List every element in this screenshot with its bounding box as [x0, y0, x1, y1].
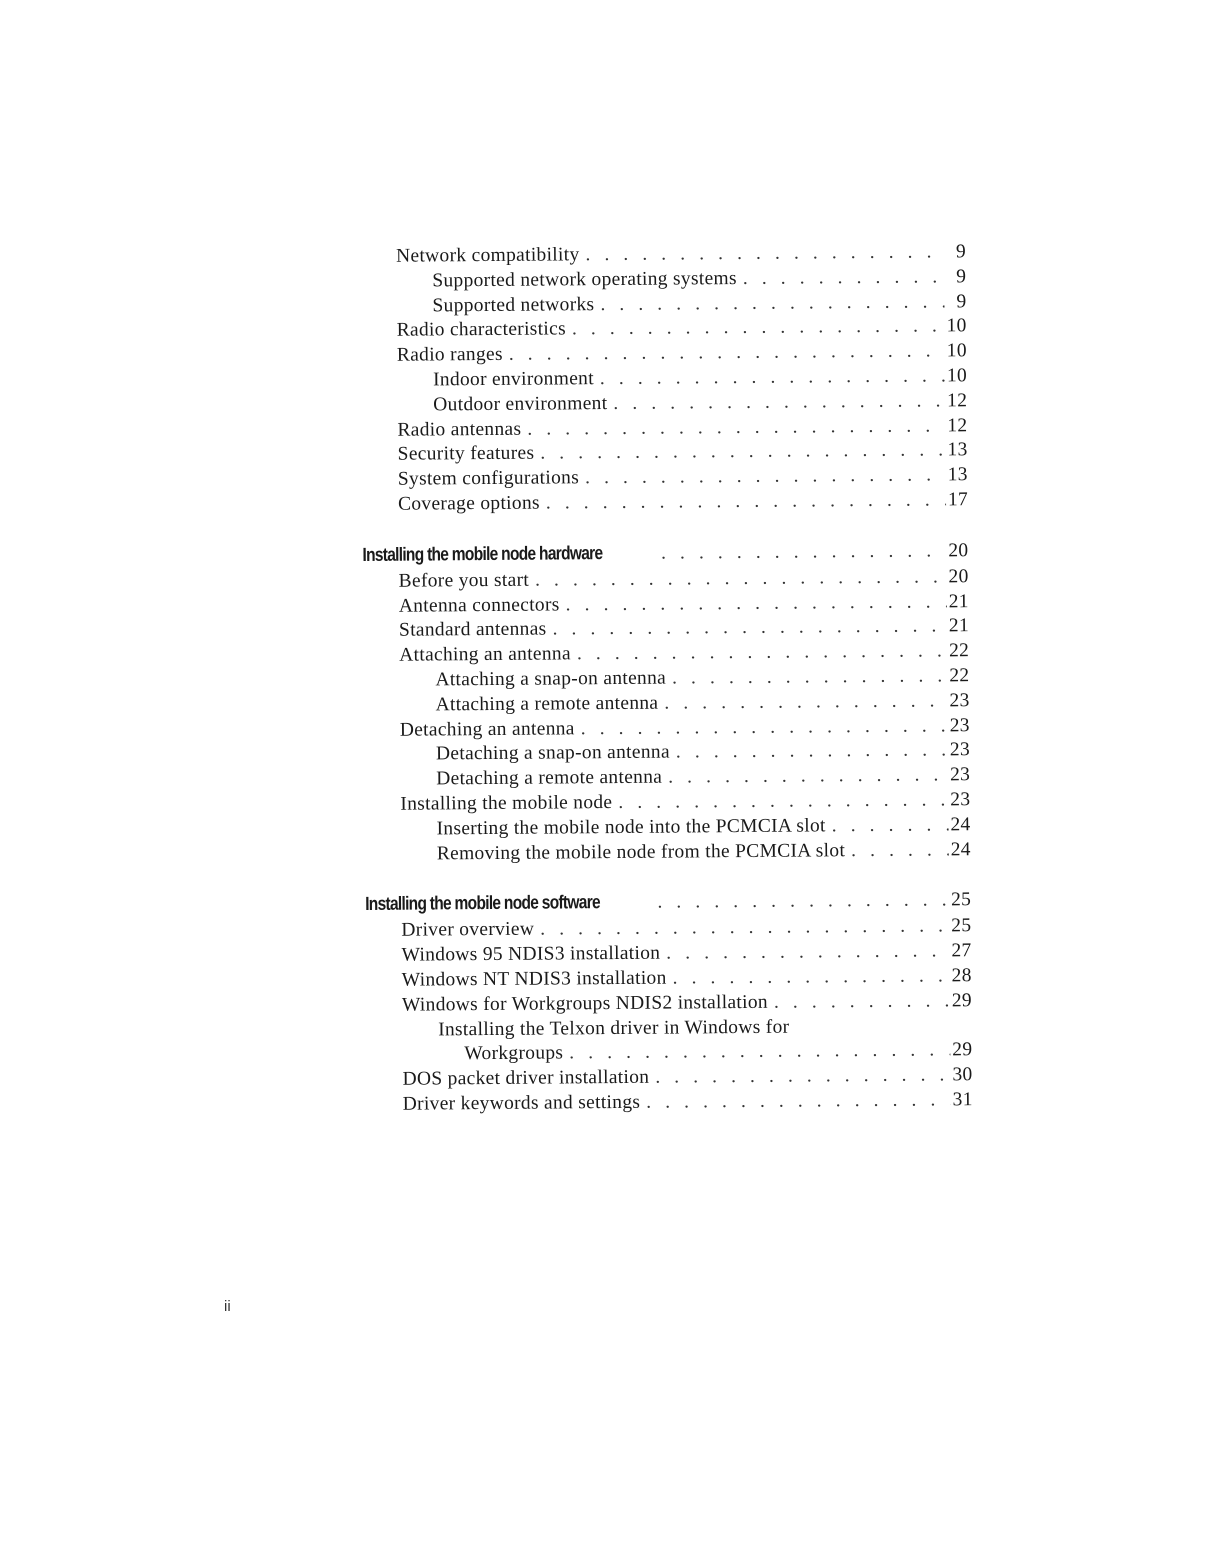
toc-entry[interactable]: Windows NT NDIS3 installation . . . 28 [366, 965, 972, 995]
toc-entry[interactable]: DOS packet driver installation . . . 30 [366, 1064, 972, 1094]
toc-entry[interactable]: Coverage options . . . 17 [362, 489, 968, 519]
toc-section-hardware [362, 540, 971, 868]
toc-entry[interactable]: Detaching an antenna . . . 23 [364, 715, 970, 745]
toc-entry[interactable]: Supported networks . . . 9 [360, 291, 966, 321]
toc-entry[interactable]: Windows for Workgroups NDIS2 installation . . . 29 [366, 990, 972, 1020]
toc-entry[interactable]: Attaching a remote antenna . . . 23 [364, 690, 970, 720]
toc-entry[interactable]: Radio characteristics . . . 10 [361, 316, 967, 346]
chapter-title: Installing the mobile node software [365, 892, 600, 916]
toc-entry[interactable]: Supported network operating systems . . . 9 [360, 266, 966, 296]
toc-entry[interactable]: Driver overview . . . 25 [365, 916, 971, 946]
table-of-contents [360, 241, 973, 1144]
toc-entry[interactable]: Driver keywords and settings . . . 31 [367, 1089, 973, 1119]
toc-entry[interactable]: Radio antennas . . . 12 [361, 415, 967, 445]
page-number: ii [224, 1298, 231, 1315]
toc-entry[interactable]: Detaching a snap-on antenna . . . 23 [364, 740, 970, 770]
toc-entry[interactable]: Standard antennas . . . 21 [363, 616, 969, 646]
toc-entry[interactable]: Before you start . . . 20 [363, 566, 969, 596]
toc-entry[interactable]: Installing the mobile node . . . 23 [364, 789, 970, 819]
toc-entry[interactable]: Attaching a snap-on antenna . . . 22 [363, 665, 969, 695]
toc-entry[interactable]: Detaching a remote antenna . . . 23 [364, 764, 970, 794]
toc-entry[interactable]: Attaching an antenna . . . 22 [363, 640, 969, 670]
toc-entry[interactable]: System configurations . . . 13 [362, 464, 968, 494]
toc-entry[interactable]: Workgroups . . . 29 [366, 1040, 972, 1070]
toc-chapter-heading[interactable]: Installing the mobile node hardware . . . 20 [362, 540, 968, 571]
toc-entry-wrapped-line[interactable]: Installing the Telxon driver in Windows for [438, 1016, 790, 1040]
toc-entry[interactable]: Radio ranges . . . 10 [361, 340, 967, 370]
toc-section-software [365, 890, 973, 1119]
toc-entry[interactable]: Security features . . . 13 [362, 440, 968, 470]
toc-section-overview [360, 241, 968, 519]
chapter-title: Installing the mobile node hardware [362, 542, 603, 566]
toc-entry[interactable]: Inserting the mobile node into the PCMCIA slot . . . 24 [364, 814, 970, 844]
toc-entry[interactable]: Outdoor environment . . . 12 [361, 390, 967, 420]
toc-entry[interactable]: Indoor environment . . . 10 [361, 365, 967, 395]
toc-entry[interactable]: Network compatibility . . . 9 [360, 241, 966, 271]
toc-entry[interactable]: Windows 95 NDIS3 installation . . . 27 [365, 940, 971, 970]
toc-entry[interactable]: Removing the mobile node from the PCMCIA slot . . . 24 [365, 839, 971, 869]
toc-chapter-heading[interactable]: Installing the mobile node software . . . 25 [365, 890, 971, 921]
toc-entry[interactable]: Antenna connectors . . . 21 [363, 591, 969, 621]
